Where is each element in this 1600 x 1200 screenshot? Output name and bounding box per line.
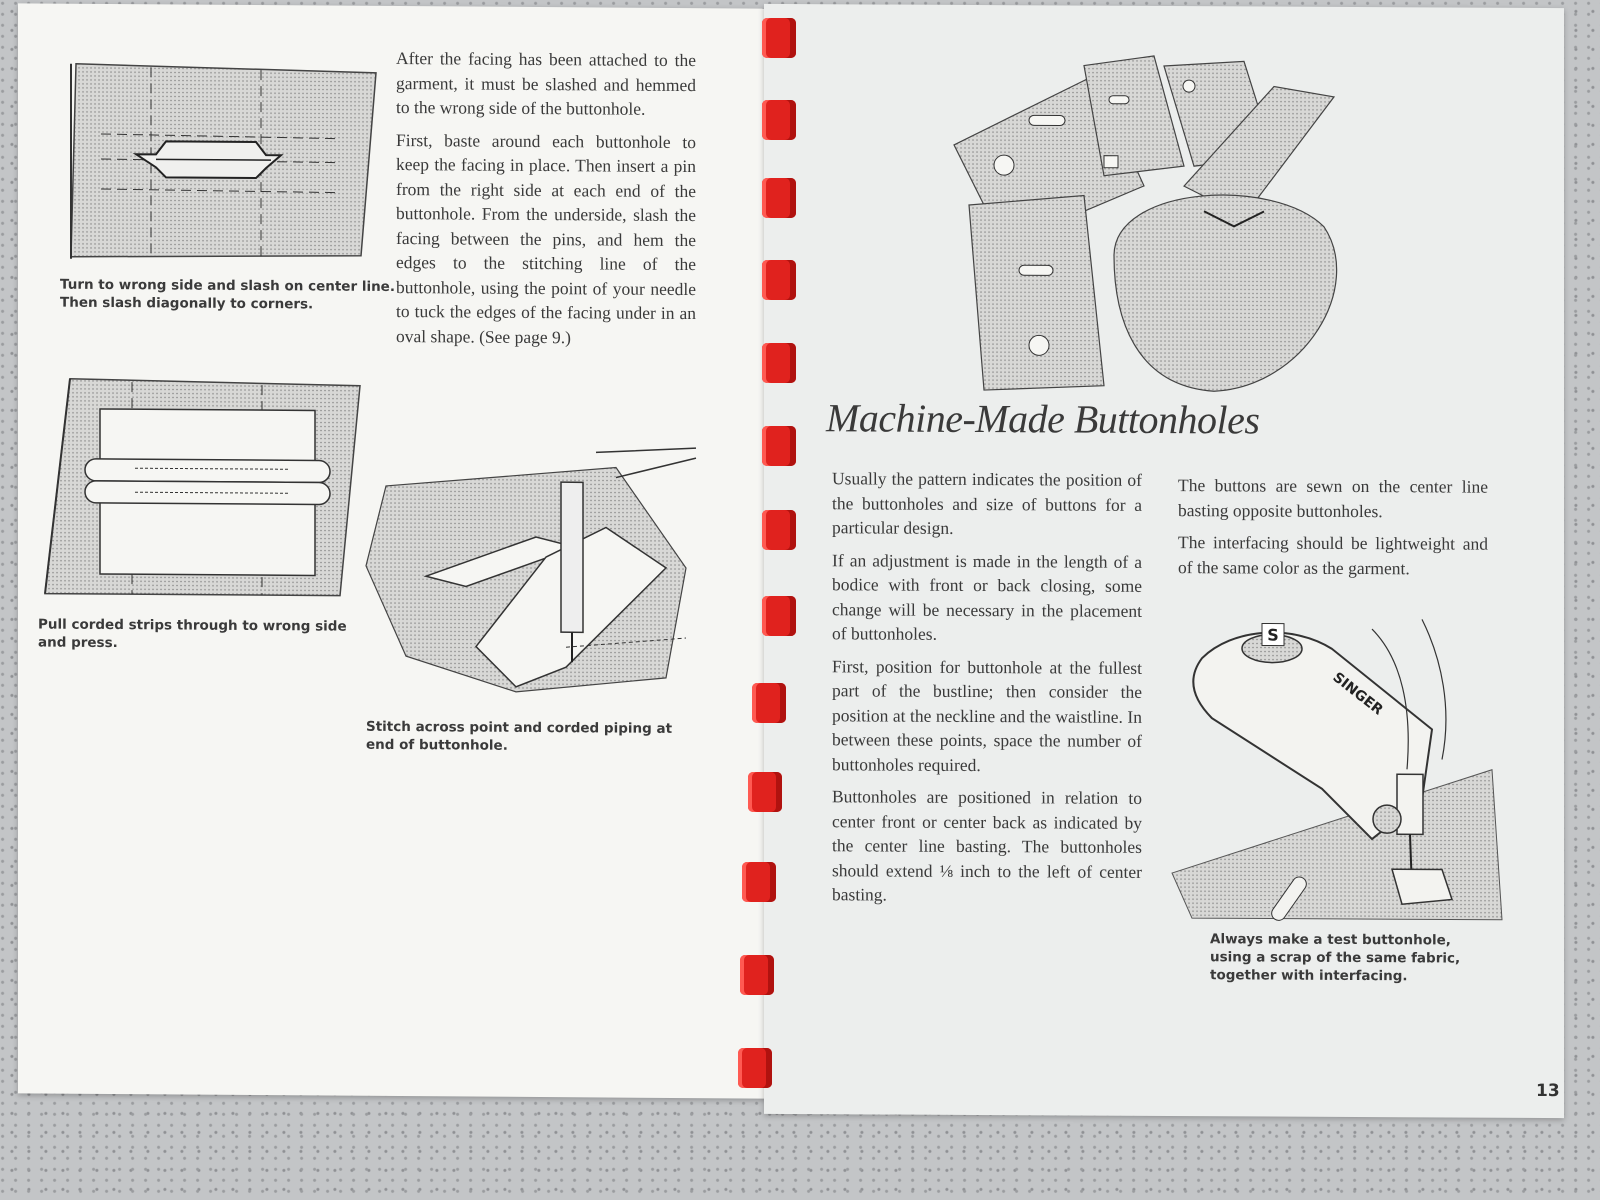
facing-instructions — [396, 46, 696, 358]
caption-slash-line-2: Then slash diagonally to corners. — [60, 294, 314, 313]
col2-paragraph-2: The interfacing should be lightweight and of the same color as the garment. — [1178, 532, 1488, 578]
col1-paragraph-1: Usually the pattern indicates the position of the buttonholes and size of buttons for a particular design. — [832, 468, 1142, 538]
machine-brand-label: SINGER — [1329, 669, 1386, 719]
caption-corded-line-2: and press. — [38, 634, 118, 652]
facing-paragraph-2: First, baste around each buttonhole to keep the facing in place. Then insert a pin from the right side at each end of the buttonhole. From the underside, slash the facing between the pins, and hem the edges to the stitching line of the buttonhole, using the point of your needle to tuck the edges of the facing under in an oval shape. (See page 9.) — [396, 129, 696, 347]
col1-paragraph-3: First, position for buttonhole at the fullest part of the bustline; then consider the position at the neckline and the waistline. In between these points, space the number of buttonholes required. — [832, 655, 1142, 775]
garment-pieces-illustration — [944, 55, 1544, 398]
col2-paragraph-1: The buttons are sewn on the center line basting opposite buttonholes. — [1178, 475, 1488, 521]
caption-test-line-2: using a scrap of the same fabric, — [1210, 949, 1461, 967]
slash-buttonhole-illustration — [66, 59, 386, 271]
facing-paragraph-1: After the facing has been attached to the garment, it must be slashed and hemmed to the wrong side of the buttonhole. — [396, 48, 696, 119]
page-heading: Machine-Made Buttonholes — [826, 395, 1260, 443]
stitch-piping-illustration — [366, 446, 706, 713]
buttonhole-text-column-1 — [832, 466, 1142, 916]
caption-slash — [60, 276, 395, 314]
caption-test-buttonhole — [1210, 930, 1460, 985]
caption-corded-line-1: Pull corded strips through to wrong side — [38, 616, 347, 635]
right-page — [764, 4, 1564, 1118]
caption-test-line-1: Always make a test buttonhole, — [1210, 931, 1451, 949]
corded-strips-illustration — [40, 364, 370, 611]
caption-stitch-line-2: end of buttonhole. — [366, 736, 508, 754]
page-number: 13 — [1536, 1080, 1560, 1102]
left-page — [18, 3, 768, 1098]
buttonhole-text-column-2 — [1178, 473, 1488, 589]
caption-slash-line-1: Turn to wrong side and slash on center line. — [60, 276, 395, 296]
col1-paragraph-2: If an adjustment is made in the length of a bodice with front or back closing, some change will be necessary in the placement of buttonholes. — [832, 549, 1142, 644]
singer-machine-illustration — [1172, 618, 1502, 940]
caption-corded — [38, 616, 347, 654]
machine-dial-letter: S — [1267, 625, 1279, 645]
caption-test-line-3: together with interfacing. — [1210, 967, 1408, 985]
caption-stitch — [366, 718, 672, 756]
caption-stitch-line-1: Stitch across point and corded piping at — [366, 718, 673, 737]
col1-paragraph-4: Buttonholes are positioned in relation to center front or center back as indicated by the center line basting. The buttonholes should extend ⅛ inch to the left of center basting. — [832, 786, 1142, 905]
